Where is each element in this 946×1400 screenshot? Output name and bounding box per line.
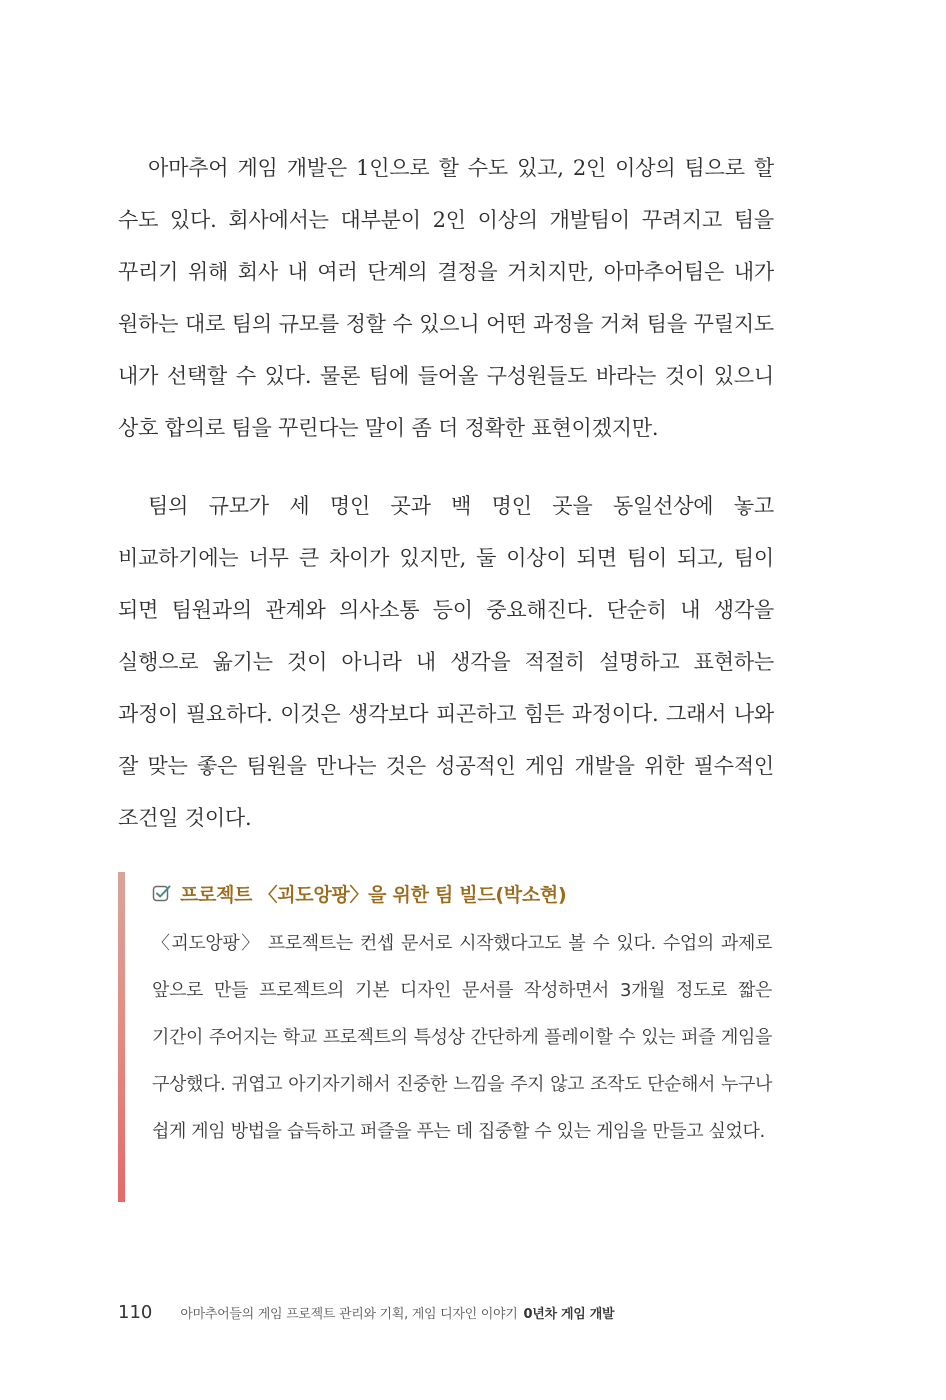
- sidebar-accent-bar: [118, 872, 125, 1202]
- page-footer: [118, 1302, 614, 1326]
- body-paragraph-2: 팀의 규모가 세 명인 곳과 백 명인 곳을 동일선상에 놓고 비교하기에는 너무 큰 차이가 있지만, 둘 이상이 되면 팀이 되고, 팀이 되면 팀원과의 관계와 의사소통 등이 중요해진다. 단순히 내 생각을 실행으로 옮기는 것이 아니라 내 생각을 적절히 설명하고 표현하는 과정이 필요하다. 이것은 생각보다 피곤하고 힘든 과정이다. 그래서 나와 잘 맞는 좋은 팀원을 만나는 것은 성공적인 게임 개발을 위한 필수적인 조건일 것이다.: [118, 494, 774, 830]
- sidebar-body-text: 〈괴도앙팡〉 프로젝트는 컨셉 문서로 시작했다고도 볼 수 있다. 수업의 과제로 앞으로 만들 프로젝트의 기본 디자인 문서를 작성하면서 3개월 정도로 짧은 기간이 주어지는 학교 프로젝트의 특성상 간단하게 플레이할 수 있는 퍼즐 게임을 구상했다. 귀엽고 아기자기해서 진중한 느낌을 주지 않고 조작도 단순해서 누구나 쉽게 게임 방법을 습득하고 퍼즐을 푸는 데 집중할 수 있는 게임을 만들고 싶었다.: [152, 933, 772, 1142]
- sidebar-heading: [152, 878, 566, 908]
- checkbox-check-icon: [152, 883, 172, 903]
- sidebar-title: 프로젝트 〈괴도앙팡〉을 위한 팀 빌드(박소현): [180, 883, 567, 906]
- body-paragraph-1: 아마추어 게임 개발은 1인으로 할 수도 있고, 2인 이상의 팀으로 할 수도 있다. 회사에서는 대부분이 2인 이상의 개발팀이 꾸려지고 팀을 꾸리기 위해 회사 내 여러 단계의 결정을 거치지만, 아마추어팀은 내가 원하는 대로 팀의 규모를 정할 수 있으니 어떤 과정을 거쳐 팀을 꾸릴지도 내가 선택할 수 있다. 물론 팀에 들어올 구성원들도 바라는 것이 있으니 상호 합의로 팀을 꾸린다는 말이 좀 더 정확한 표현이겠지만.: [118, 156, 774, 440]
- page-number: 110: [118, 1302, 153, 1323]
- book-title: 0년차 게임 개발: [523, 1307, 615, 1322]
- book-subtitle: 아마추어들의 게임 프로젝트 관리와 기획, 게임 디자인 이야기: [180, 1307, 518, 1322]
- sidebar-box: [118, 872, 778, 1202]
